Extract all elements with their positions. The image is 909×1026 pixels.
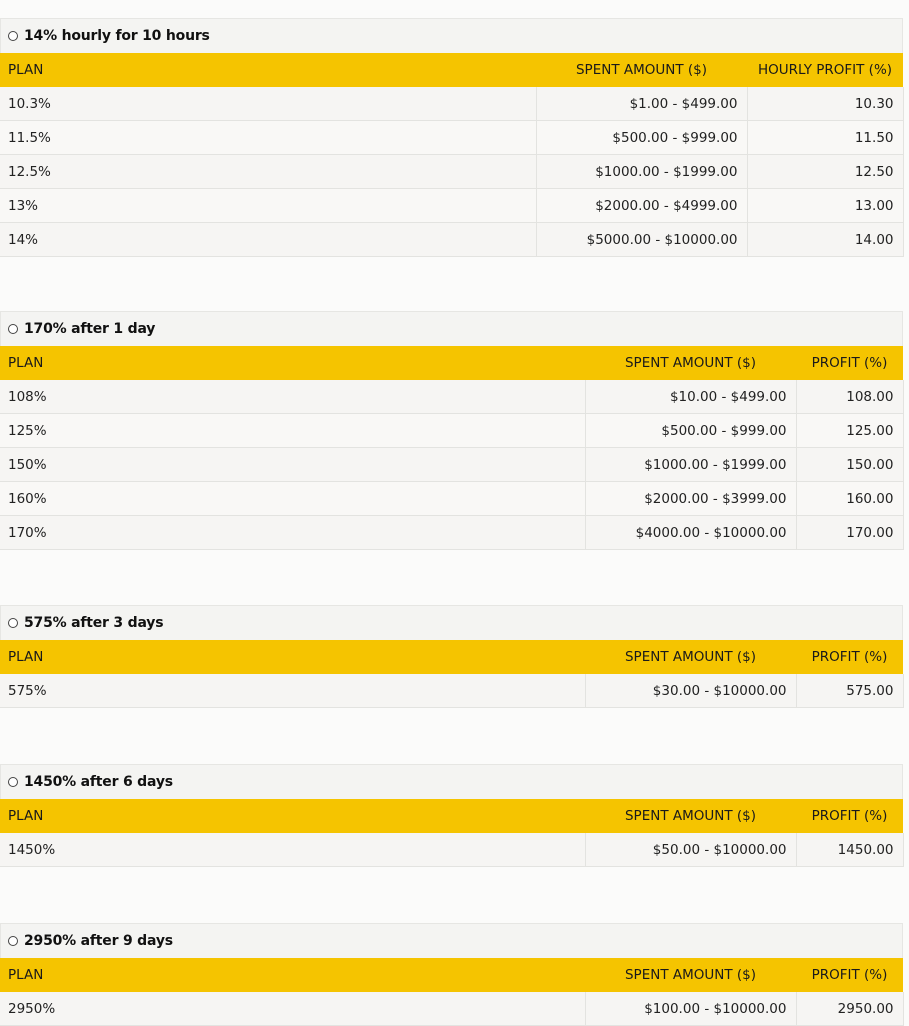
- header-spent-amount: SPENT AMOUNT ($): [575, 62, 708, 78]
- cell-plan: 1450%: [0, 833, 585, 867]
- cell-profit: 575.00: [796, 674, 903, 708]
- plan-title-row[interactable]: [0, 605, 903, 640]
- cell-profit: 2950.00: [796, 992, 903, 1026]
- cell-spent-amount: $100.00 - $10000.00: [585, 992, 796, 1026]
- table-header-row: [0, 53, 903, 87]
- cell-profit: 160.00: [796, 482, 903, 516]
- plan-block-3: [0, 605, 903, 708]
- cell-plan: 150%: [0, 448, 585, 482]
- cell-plan: 170%: [0, 516, 585, 550]
- plan-title-row[interactable]: [0, 764, 903, 799]
- header-spent-amount: SPENT AMOUNT ($): [624, 808, 757, 824]
- header-profit: PROFIT (%): [811, 649, 888, 665]
- table-header-row: [0, 346, 903, 380]
- plan-title: 2950% after 9 days: [24, 933, 173, 949]
- cell-plan: 125%: [0, 414, 585, 448]
- table-row: [0, 223, 903, 257]
- table-row: [0, 121, 903, 155]
- cell-spent-amount: $500.00 - $999.00: [536, 121, 747, 155]
- header-spent-amount: SPENT AMOUNT ($): [624, 649, 757, 665]
- cell-profit: 108.00: [796, 380, 903, 414]
- plan-radio-button[interactable]: [8, 936, 18, 946]
- table-header-row: [0, 799, 903, 833]
- plan-table: [0, 346, 904, 550]
- cell-profit: 170.00: [796, 516, 903, 550]
- cell-plan: 14%: [0, 223, 536, 257]
- plan-title: 575% after 3 days: [24, 615, 164, 631]
- header-plan: PLAN: [8, 355, 44, 371]
- table-row: [0, 414, 903, 448]
- cell-plan: 160%: [0, 482, 585, 516]
- plan-table: [0, 799, 904, 867]
- plan-radio-button[interactable]: [8, 777, 18, 787]
- cell-profit: 13.00: [747, 189, 903, 223]
- cell-profit: 11.50: [747, 121, 903, 155]
- cell-plan: 575%: [0, 674, 585, 708]
- plan-title: 1450% after 6 days: [24, 774, 173, 790]
- cell-plan: 13%: [0, 189, 536, 223]
- table-row: [0, 833, 903, 867]
- plan-block-4: [0, 764, 903, 867]
- table-row: [0, 380, 903, 414]
- plan-title-row[interactable]: [0, 923, 903, 958]
- header-spent-amount: SPENT AMOUNT ($): [624, 967, 757, 983]
- plan-table: [0, 53, 904, 257]
- cell-profit: 14.00: [747, 223, 903, 257]
- plan-title: 170% after 1 day: [24, 321, 156, 337]
- table-row: [0, 516, 903, 550]
- plan-title: 14% hourly for 10 hours: [24, 28, 210, 44]
- header-plan: PLAN: [8, 808, 44, 824]
- table-row: [0, 87, 903, 121]
- cell-profit: 10.30: [747, 87, 903, 121]
- plan-radio-button[interactable]: [8, 31, 18, 41]
- cell-profit: 150.00: [796, 448, 903, 482]
- plan-radio-button[interactable]: [8, 324, 18, 334]
- plan-title-row[interactable]: [0, 311, 903, 346]
- header-profit: PROFIT (%): [811, 355, 888, 371]
- table-header-row: [0, 958, 903, 992]
- cell-spent-amount: $1000.00 - $1999.00: [585, 448, 796, 482]
- cell-spent-amount: $1.00 - $499.00: [536, 87, 747, 121]
- table-row: [0, 189, 903, 223]
- header-profit: PROFIT (%): [811, 808, 888, 824]
- cell-spent-amount: $2000.00 - $3999.00: [585, 482, 796, 516]
- plan-radio-button[interactable]: [8, 618, 18, 628]
- header-plan: PLAN: [8, 649, 44, 665]
- cell-plan: 11.5%: [0, 121, 536, 155]
- cell-spent-amount: $50.00 - $10000.00: [585, 833, 796, 867]
- table-row: [0, 155, 903, 189]
- table-row: [0, 448, 903, 482]
- table-row: [0, 674, 903, 708]
- plan-block-1: [0, 18, 903, 257]
- cell-plan: 108%: [0, 380, 585, 414]
- table-row: [0, 482, 903, 516]
- plan-block-2: [0, 311, 903, 550]
- header-profit: PROFIT (%): [811, 967, 888, 983]
- cell-profit: 125.00: [796, 414, 903, 448]
- plan-block-5: [0, 923, 903, 1026]
- cell-profit: 12.50: [747, 155, 903, 189]
- header-spent-amount: SPENT AMOUNT ($): [624, 355, 757, 371]
- cell-plan: 2950%: [0, 992, 585, 1026]
- cell-spent-amount: $2000.00 - $4999.00: [536, 189, 747, 223]
- header-plan: PLAN: [8, 62, 44, 78]
- cell-spent-amount: $500.00 - $999.00: [585, 414, 796, 448]
- table-header-row: [0, 640, 903, 674]
- plan-table: [0, 958, 904, 1026]
- plan-table: [0, 640, 904, 708]
- table-row: [0, 992, 903, 1026]
- cell-spent-amount: $10.00 - $499.00: [585, 380, 796, 414]
- header-profit: HOURLY PROFIT (%): [757, 62, 893, 78]
- cell-plan: 10.3%: [0, 87, 536, 121]
- cell-profit: 1450.00: [796, 833, 903, 867]
- plan-title-row[interactable]: [0, 18, 903, 53]
- cell-plan: 12.5%: [0, 155, 536, 189]
- cell-spent-amount: $5000.00 - $10000.00: [536, 223, 747, 257]
- cell-spent-amount: $4000.00 - $10000.00: [585, 516, 796, 550]
- header-plan: PLAN: [8, 967, 44, 983]
- cell-spent-amount: $30.00 - $10000.00: [585, 674, 796, 708]
- cell-spent-amount: $1000.00 - $1999.00: [536, 155, 747, 189]
